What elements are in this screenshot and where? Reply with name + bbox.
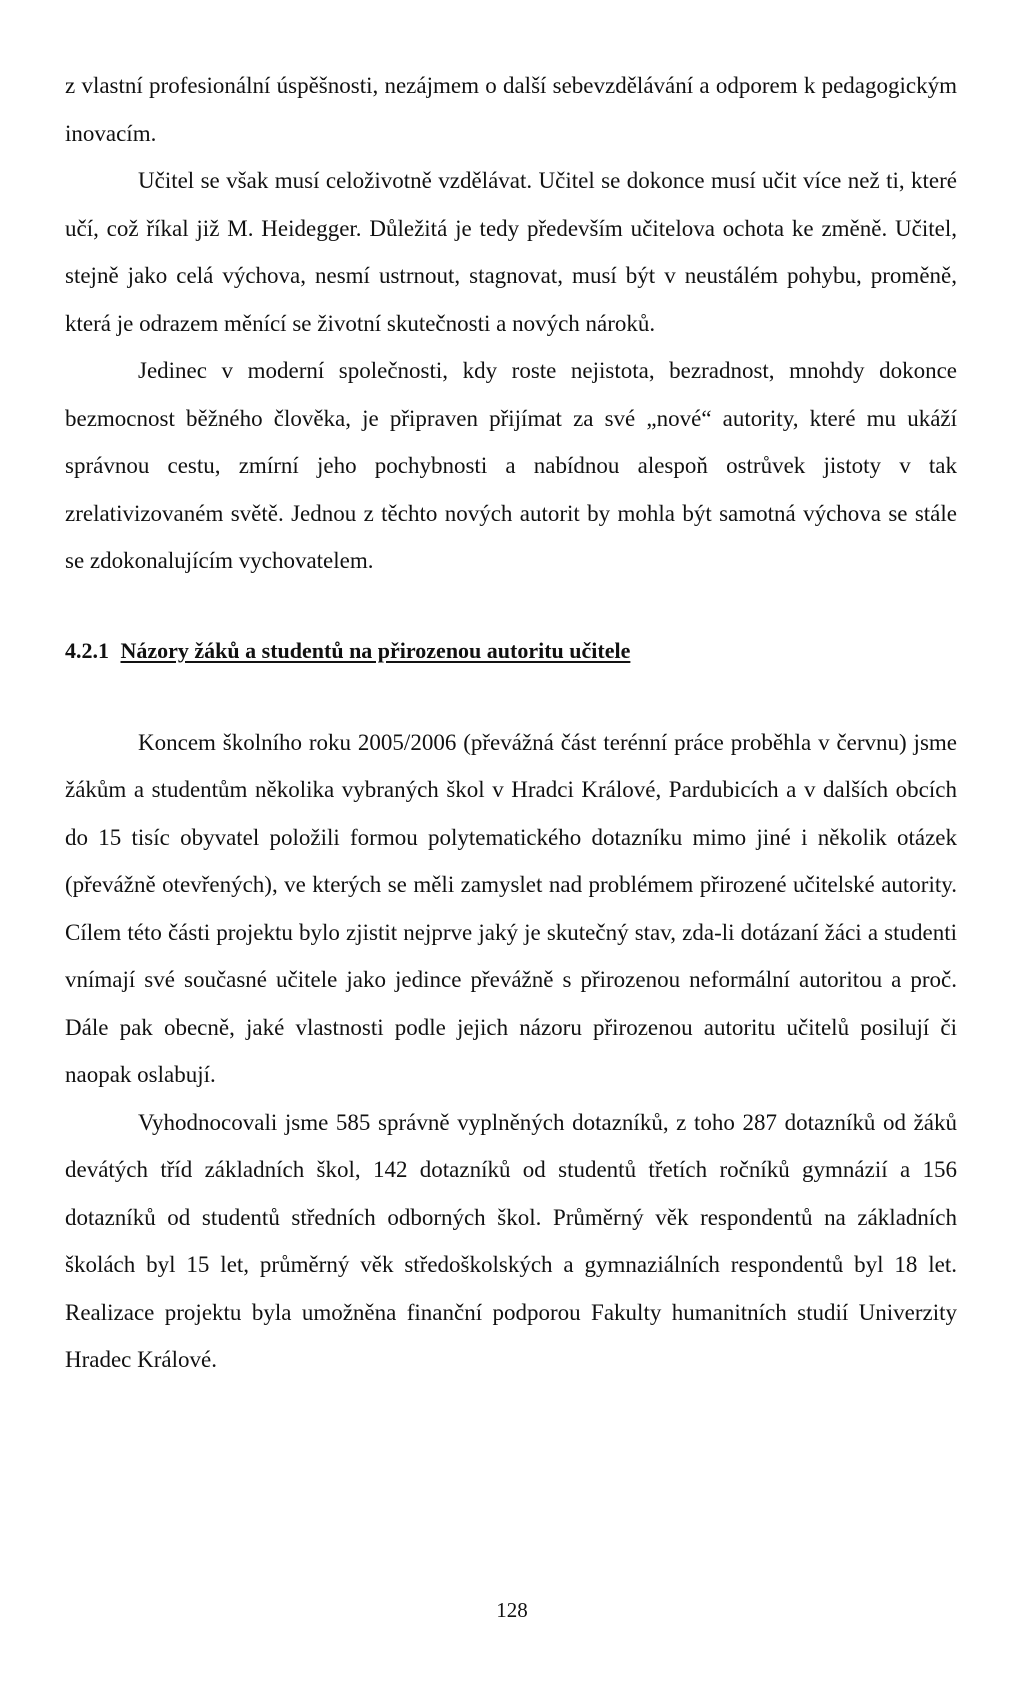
page-number: 128: [496, 1598, 528, 1622]
paragraph-survey-results: Vyhodnocovali jsme 585 správně vyplněných dotazníků, z toho 287 dotazníků od žáků devátých tříd základních škol, 142 dotazníků od studentů třetích ročníků gymnázií a 156 dotazníků od studentů středních odborných škol. Průměrný věk respondentů na základních školách byl 15 let, průměrný věk středoškolských a gymnaziálních respondentů byl 18 let. Realizace projektu byla umožněna finanční podporou Fakulty humanitních studií Univerzity Hradec Králové.: [65, 1109, 957, 1372]
paragraph-modern-society: Jedinec v moderní společnosti, kdy roste nejistota, bezradnost, mnohdy dokonce bezmocnost běžného člověka, je připraven přijímat za své „nové“ autority, které mu ukáží správnou cestu, zmírní jeho pochybnosti a nabídnou alespoň ostrůvek jistoty v tak zrelativizovaném světě. Jednou z těchto nových autorit by mohla být samotná výchova se stále se zdokonalujícím vychovatelem.: [65, 358, 957, 573]
paragraph-survey-intro: Koncem školního roku 2005/2006 (převážná část terénní práce proběhla v červnu) jsme žákům a studentům několika vybraných škol v Hradci Králové, Pardubicích a v dalších obcích do 15 tisíc obyvatel položili formou polytematického dotazníku mimo jiné i několik otázek (převážně otevřených), ve kterých se měli zamyslet nad problémem přirozené učitelské autority. Cílem této části projektu bylo zjistit nejprve jaký je skutečný stav, zda-li dotázaní žáci a studenti vnímají své současné učitele jako jedince převážně s přirozenou neformální autoritou a proč. Dále pak obecně, jaké vlastnosti podle jejich názoru přirozenou autoritu učitelů posilují či naopak oslabují.: [65, 729, 957, 1087]
paragraph-continuation: z vlastní profesionální úspěšnosti, nezájmem o další sebevzdělávání a odporem k pedagogickým inovacím.: [65, 73, 957, 146]
section-number: 4.2.1: [65, 637, 109, 663]
section-heading: [65, 631, 957, 671]
paragraph-teacher-learning: Učitel se však musí celoživotně vzdělávat. Učitel se dokonce musí učit více než ti, které učí, což říkal již M. Heidegger. Důležitá je tedy především učitelova ochota ke změně. Učitel, stejně jako celá výchova, nesmí ustrnout, stagnovat, musí být v neustálém pohybu, proměně, která je odrazem měnící se životní skutečnosti a nových nároků.: [65, 168, 957, 336]
document-page: [65, 62, 957, 1384]
section-title: Názory žáků a studentů na přirozenou autoritu učitele: [120, 637, 631, 663]
section-body: [65, 719, 957, 1384]
